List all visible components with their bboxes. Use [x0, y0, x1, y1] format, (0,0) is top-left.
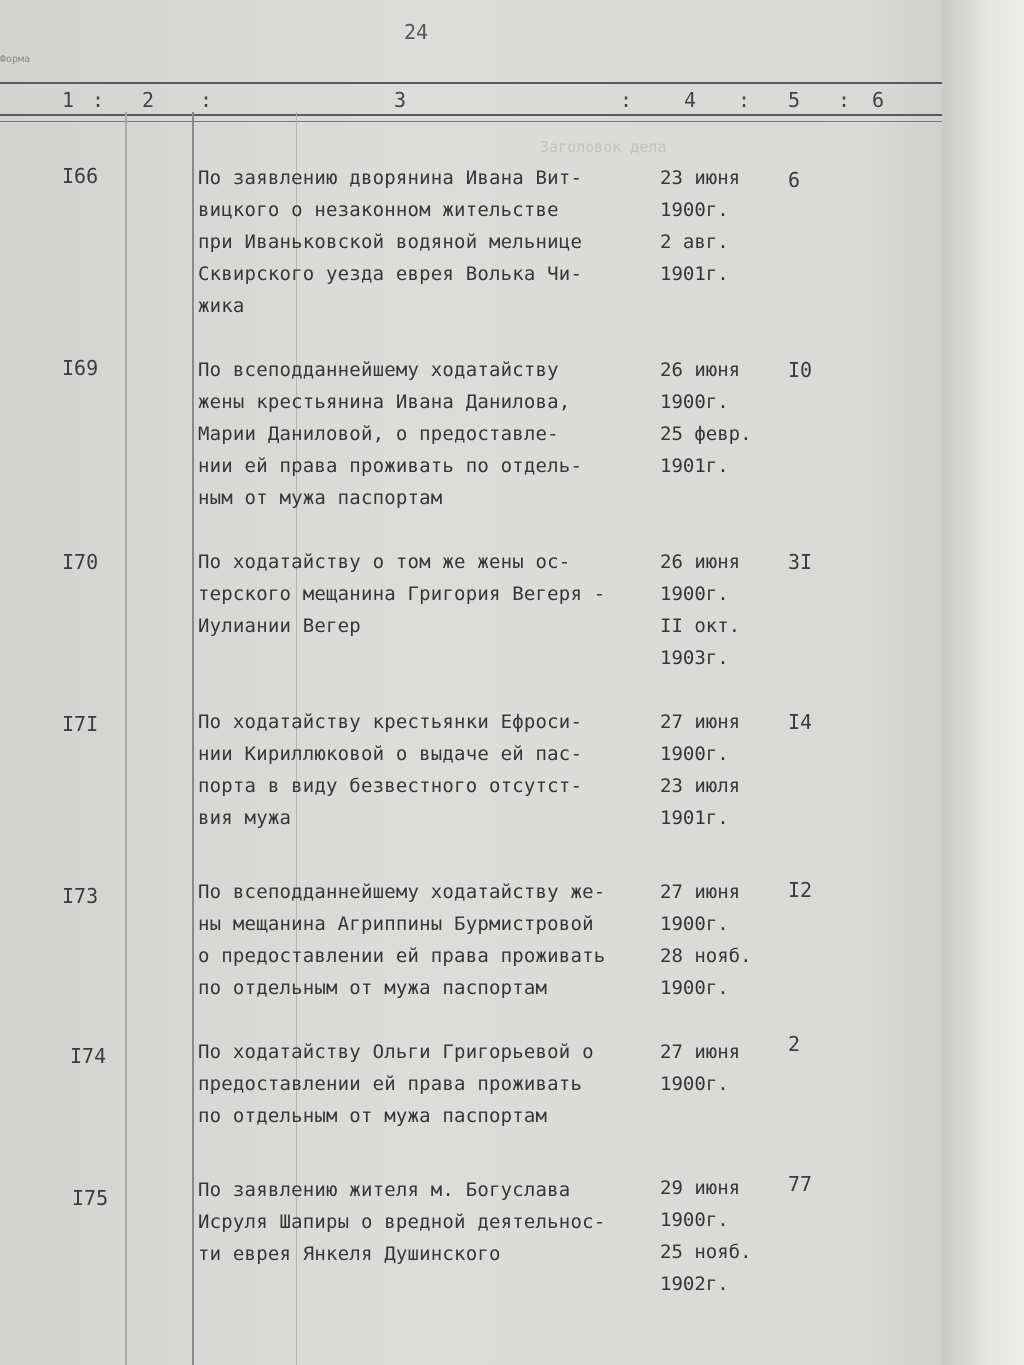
row-dates: 27 июня 1900г. [660, 1041, 741, 1095]
column-number-3: 3 [394, 88, 407, 112]
column-separator-4: : [738, 88, 751, 112]
header-bottom-rule-2 [0, 121, 942, 122]
header-top-rule [0, 82, 942, 84]
column-number-4: 4 [684, 88, 697, 112]
row-dates: 26 июня 1900г. 25 февр. 1901г. [660, 359, 752, 477]
row-description: По ходатайству Ольги Григорьевой о предоставлении ей права проживать по отдельным от мужа паспортам [198, 1041, 594, 1127]
row-description: По ходатайству крестьянки Ефроси- нии Кириллюковой о выдаче ей пас- порта в виду безвестного отсутст- вия мужа [198, 711, 583, 829]
ghost-header: Заголовок дела [540, 138, 667, 156]
header-bottom-rule [0, 114, 942, 116]
row-sheets: 6 [788, 168, 801, 192]
column-number-1: 1 [62, 88, 75, 112]
column-separator-2: : [200, 88, 213, 112]
column-rule-2 [192, 112, 194, 1365]
row-sheets: I4 [788, 710, 813, 734]
row-sheets: 77 [788, 1172, 813, 1196]
row-sheets: 2 [788, 1032, 801, 1056]
row-dates: 26 июня 1900г. II окт. 1903г. [660, 551, 741, 669]
row-dates: 29 июня 1900г. 25 нояб. 1902г. [660, 1177, 752, 1295]
row-dates: 27 июня 1900г. 23 июля 1901г. [660, 711, 741, 829]
column-number-5: 5 [788, 88, 801, 112]
row-number: I70 [62, 550, 99, 574]
column-separator-1: : [92, 88, 105, 112]
row-number: I69 [62, 356, 99, 380]
row-description: По заявлению дворянина Ивана Вит- вицкого о незаконном жительстве при Иваньковской водяной мельнице Сквирского уезда еврея Волька Чи- жика [198, 167, 583, 317]
row-number: I75 [72, 1186, 109, 1210]
row-description: По всеподданнейшему ходатайству же- ны мещанина Агриппины Бурмистровой о предоставлении ей права проживать по отдельным от мужа паспортам [198, 881, 606, 999]
column-number-2: 2 [142, 88, 155, 112]
column-number-6: 6 [872, 88, 885, 112]
page-number: 24 [404, 20, 429, 44]
row-number: I7I [62, 712, 99, 736]
row-sheets: I0 [788, 358, 813, 382]
row-description: По заявлению жителя м. Богуслава Исруля Шапиры о вредной деятельнос- ти еврея Янкеля Душинского [198, 1179, 606, 1265]
row-description: По ходатайству о том же жены ос- терского мещанина Григория Вегеря - Иулиании Вегер [198, 551, 606, 637]
row-sheets: 3I [788, 550, 813, 574]
row-number: I74 [70, 1044, 107, 1068]
row-number: I73 [62, 884, 99, 908]
column-rule-1 [125, 112, 127, 1365]
row-number: I66 [62, 164, 99, 188]
column-separator-5: : [838, 88, 851, 112]
row-sheets: I2 [788, 878, 813, 902]
row-description: По всеподданнейшему ходатайству жены крестьянина Ивана Данилова, Марии Даниловой, о предоставле- нии ей права проживать по отдель- ным от мужа паспортам [198, 359, 583, 509]
form-mark: Форма [0, 54, 31, 65]
row-dates: 27 июня 1900г. 28 нояб. 1900г. [660, 881, 752, 999]
column-separator-3: : [620, 88, 633, 112]
row-dates: 23 июня 1900г. 2 авг. 1901г. [660, 167, 741, 285]
page-edge [942, 0, 1024, 1365]
